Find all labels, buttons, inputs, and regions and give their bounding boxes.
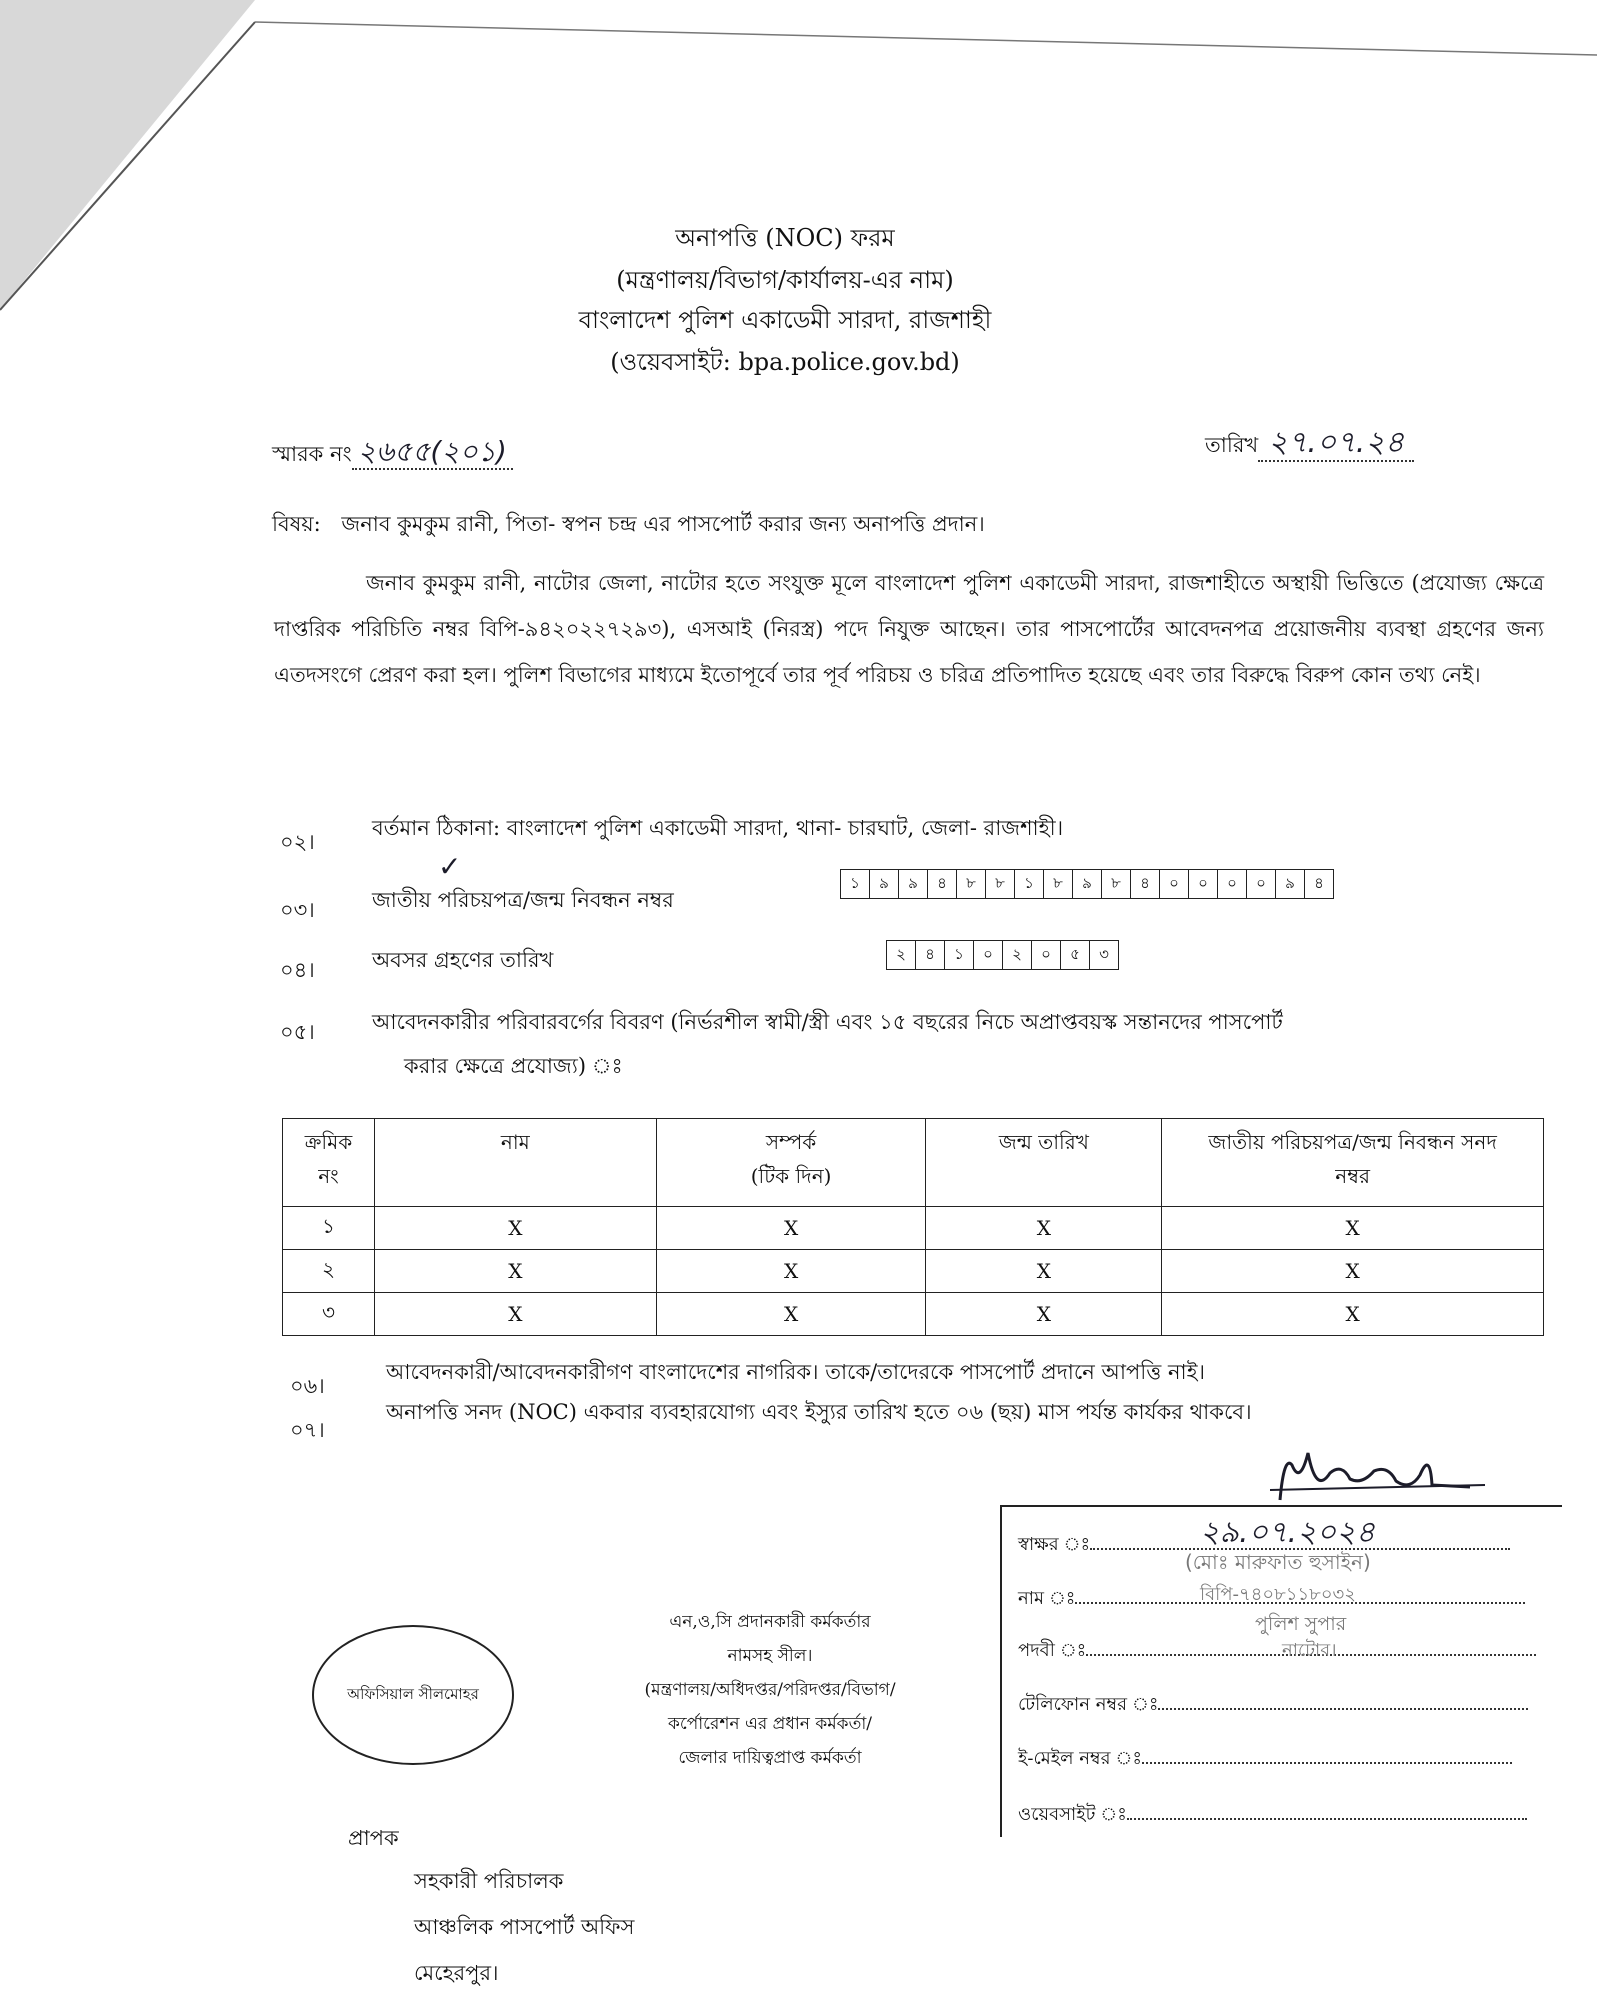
retirement-digit-box: ৩ xyxy=(1090,941,1119,970)
memo-number: ২৬৫৫(২০১) xyxy=(352,435,513,470)
office-label: (মন্ত্রণালয়/বিভাগ/কার্যালয়-এর নাম) xyxy=(616,266,954,294)
item-03-label: জাতীয় পরিচয়পত্র/জন্ম নিবন্ধন নম্বর xyxy=(372,888,674,912)
stamp-name: (মোঃ মারুফাত হুসাইন) xyxy=(1185,1550,1371,1574)
name-row: নাম ঃ xyxy=(1018,1584,1525,1615)
retirement-digit-box: ২ xyxy=(1003,941,1032,970)
col-nid: জাতীয় পরিচয়পত্র/জন্ম নিবন্ধন সনদ নম্বর xyxy=(1162,1119,1544,1207)
nid-digit-box: ০ xyxy=(1218,870,1247,899)
table-row: ২ X X X X xyxy=(283,1250,1544,1293)
phone-row: টেলিফোন নম্বর ঃ xyxy=(1018,1690,1528,1721)
recipient-label: প্রাপক xyxy=(348,1826,399,1850)
retirement-digit-box: ২ xyxy=(887,941,916,970)
nid-digit-box: ১ xyxy=(841,870,870,899)
retirement-digit-box: ০ xyxy=(1032,941,1061,970)
nid-digit-box: ৮ xyxy=(986,870,1015,899)
item-06-text: আবেদনকারী/আবেদনকারীগণ বাংলাদেশের নাগরিক। তাকে/তাদেরকে পাসপোর্ট প্রদানে আপত্তি নাই। xyxy=(386,1360,1206,1384)
col-name: নাম xyxy=(374,1119,656,1207)
office-name: বাংলাদেশ পুলিশ একাডেমী সারদা, রাজশাহী xyxy=(578,306,992,334)
date-value: ২৭.০৭.২৪ xyxy=(1258,425,1414,462)
stamp-designation: পুলিশ সুপার xyxy=(1255,1613,1347,1635)
item-05-number: ০৫। xyxy=(280,1020,315,1044)
nid-digit-box: ০ xyxy=(1189,870,1218,899)
col-serial: ক্রমিক নং xyxy=(283,1119,375,1207)
official-seal-label: অফিসিয়াল সীলমোহর xyxy=(347,1684,479,1703)
nid-digit-box: ০ xyxy=(1160,870,1189,899)
nid-digit-box: ৪ xyxy=(1305,870,1334,899)
body-paragraph: জনাব কুমকুম রানী, নাটোর জেলা, নাটোর হতে সংযুক্ত মূলে বাংলাদেশ পুলিশ একাডেমী সারদা, রাজশাহীতে অস্থায়ী ভিত্তিতে (প্রযোজ্য ক্ষেত্রে দাপ্তরিক পরিচিতি নম্বর বিপি-৯৪২০২২৭২৯৩), এসআই (নিরস্ত্র) পদে নিযুক্ত আছেন। তার পাসপোর্টের আবেদনপত্র প্রয়োজনীয় ব্যবস্থা গ্রহণের জন্য এতদসংগে প্রেরণ করা হল। পুলিশ বিভাগের মাধ্যমে ইতোপূর্বে তার পূর্ব পরিচয় ও চরিত্র প্রতিপাদিত হয়েছে এবং তার বিরুদ্ধে বিরুপ কোন তথ্য নেই। xyxy=(274,571,1544,687)
item-04-label: অবসর গ্রহণের তারিখ xyxy=(372,948,554,972)
recipient-address: সহকারী পরিচালক আঞ্চলিক পাসপোর্ট অফিস মেহেরপুর। xyxy=(414,1869,635,1985)
retirement-digit-box: ৪ xyxy=(916,941,945,970)
issuer-note: এন,ও,সি প্রদানকারী কর্মকর্তার নামসহ সীল। (মন্ত্রণালয়/অধিদপ্তর/পরিদপ্তর/বিভাগ/ কর্পোরেশন এর প্রধান কর্মকর্তা/ জেলার দায়িত্বপ্রাপ্ত কর্মকর্তা xyxy=(644,1612,896,1768)
stamp-district: নাটোর। xyxy=(1282,1640,1337,1661)
form-title: অনাপত্তি (NOC) ফরম xyxy=(675,224,895,252)
table-row: ১ X X X X xyxy=(283,1207,1544,1250)
signature-row: স্বাক্ষর ঃ xyxy=(1018,1530,1510,1561)
col-relation: সম্পর্ক (টিক দিন) xyxy=(656,1119,926,1207)
nid-digit-box: ৯ xyxy=(1276,870,1305,899)
item-02-number: ০২। xyxy=(280,830,315,854)
table-header-row xyxy=(283,1119,1544,1207)
designation-row: পদবী ঃ xyxy=(1018,1636,1536,1667)
official-seal-circle xyxy=(312,1625,514,1765)
tick-mark-icon: ✓ xyxy=(438,850,462,883)
item-05-line2: করার ক্ষেত্রে প্রযোজ্য) ঃ xyxy=(404,1054,623,1078)
nid-digit-box: ৪ xyxy=(1131,870,1160,899)
retirement-date-boxes xyxy=(886,940,1119,970)
nid-digit-box: ৮ xyxy=(1044,870,1073,899)
item-07-text: অনাপত্তি সনদ (NOC) একবার ব্যবহারযোগ্য এবং ইস্যুর তারিখ হতে ০৬ (ছয়) মাস পর্যন্ত কার্যকর থাকবে। xyxy=(386,1400,1252,1424)
subject-text: জনাব কুমকুম রানী, পিতা- স্বপন চন্দ্র এর পাসপোর্ট করার জন্য অনাপত্তি প্রদান। xyxy=(341,512,985,536)
nid-digit-box: ৯ xyxy=(899,870,928,899)
nid-digit-box: ০ xyxy=(1247,870,1276,899)
col-dob: জন্ম তারিখ xyxy=(926,1119,1162,1207)
website-row: ওয়েবসাইট ঃ xyxy=(1018,1800,1527,1831)
table-row: ৩ X X X X xyxy=(283,1293,1544,1336)
item-03-number: ০৩। xyxy=(280,898,315,922)
retirement-digit-box: ১ xyxy=(945,941,974,970)
item-04-number: ০৪। xyxy=(280,958,315,982)
nid-digit-box: ৯ xyxy=(870,870,899,899)
subject xyxy=(272,508,985,543)
stamp-bp-number: বিপি-৭৪০৮১১৮০৩২ xyxy=(1200,1584,1356,1605)
family-details-table xyxy=(282,1118,1544,1336)
item-07-number: ০৭। xyxy=(290,1418,325,1442)
nid-digit-box: ৮ xyxy=(957,870,986,899)
website-line: (ওয়েবসাইট: bpa.police.gov.bd) xyxy=(610,348,960,376)
nid-digit-box: ৪ xyxy=(928,870,957,899)
signature-date: ২৯.০৭.২০২৪ xyxy=(1200,1515,1376,1550)
item-06-number: ০৬। xyxy=(290,1374,325,1398)
subject-label: বিষয়: xyxy=(272,512,321,536)
retirement-digit-box: ০ xyxy=(974,941,1003,970)
date-field: তারিখ ২৭.০৭.২৪ xyxy=(1205,418,1414,469)
memo-label: স্মারক নং ২৬৫৫(২০১) xyxy=(272,430,513,477)
item-02-address: বর্তমান ঠিকানা: বাংলাদেশ পুলিশ একাডেমী সারদা, থানা- চারঘাট, জেলা- রাজশাহী। xyxy=(372,816,1064,840)
retirement-digit-box: ৫ xyxy=(1061,941,1090,970)
nid-digit-box: ৮ xyxy=(1102,870,1131,899)
email-row: ই-মেইল নম্বর ঃ xyxy=(1018,1744,1512,1775)
nid-number-boxes xyxy=(840,869,1334,899)
nid-digit-box: ৯ xyxy=(1073,870,1102,899)
nid-digit-box: ১ xyxy=(1015,870,1044,899)
item-05-line1: আবেদনকারীর পরিবারবর্গের বিবরণ (নির্ভরশীল স্বামী/স্ত্রী এবং ১৫ বছরের নিচে অপ্রাপ্তবয়স্ক সন্তানদের পাসপোর্ট xyxy=(372,1010,1283,1034)
